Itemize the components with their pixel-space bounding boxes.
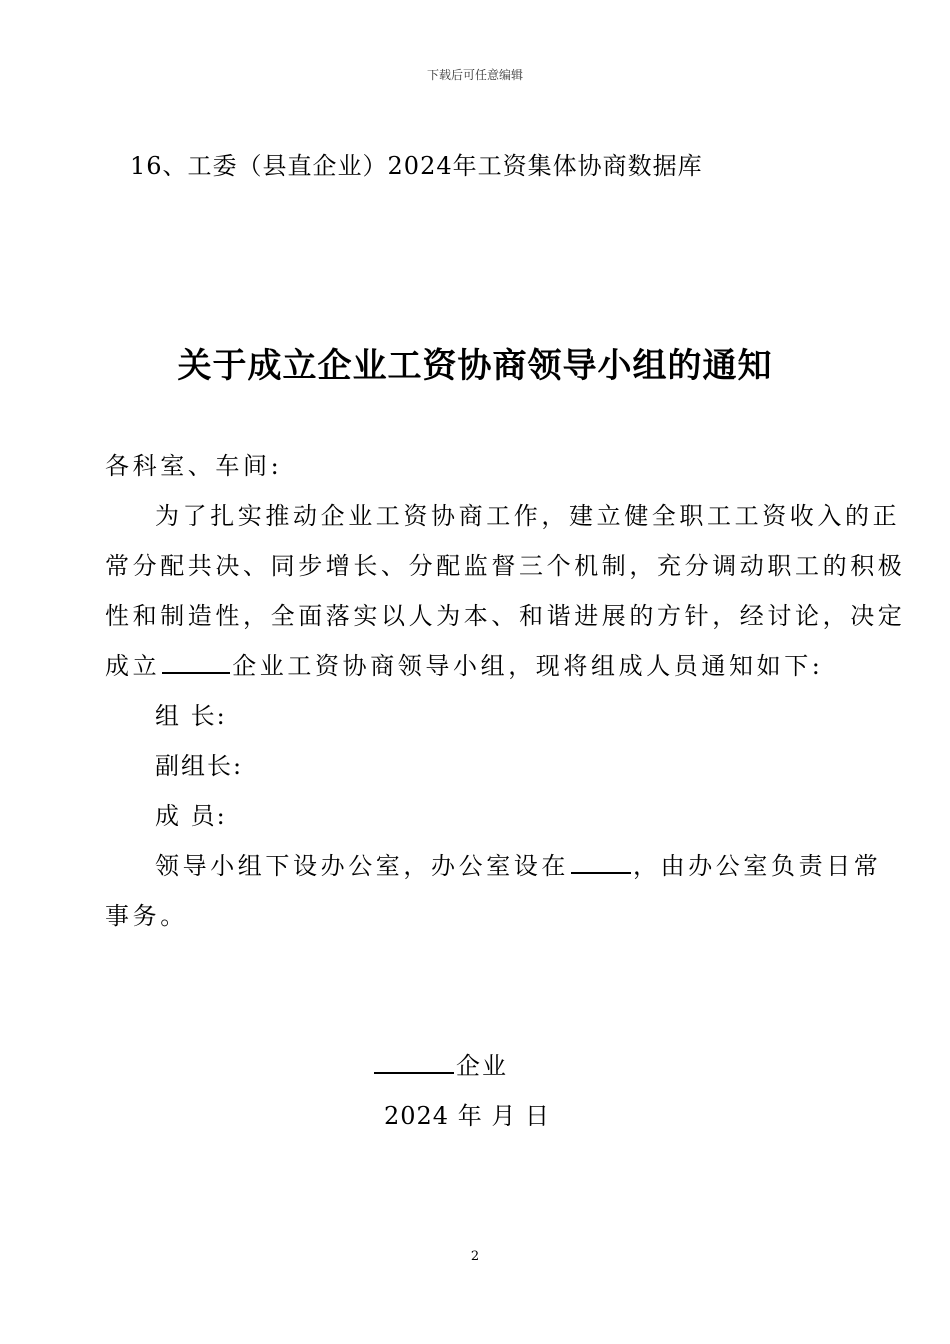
signature-company-blank	[374, 1050, 454, 1074]
office-location-blank	[571, 850, 631, 874]
paragraph1-line3: 性和制造性，全面落实以人为本、和谐进展的方针，经讨论，决定	[105, 602, 906, 630]
paragraph2-line2: 事务。	[105, 902, 188, 930]
header-note: 下载后可任意编辑	[426, 68, 523, 82]
page-number: 2	[470, 1249, 480, 1264]
salutation: 各科室、车间:	[105, 452, 283, 480]
deputy-leader-label: 副组长:	[155, 752, 244, 780]
paragraph2-line1-prefix: 领导小组下设办公室，办公室设在	[155, 852, 569, 880]
paragraph1-line4	[105, 646, 824, 681]
signature-date: 2024 年 月 日	[384, 1102, 550, 1130]
member-label: 成 员:	[155, 802, 227, 830]
document-heading: 16、工委（县直企业）2024年工资集体协商数据库	[130, 152, 703, 180]
signature-org-suffix: 企业	[456, 1052, 508, 1080]
paragraph1-line4-prefix: 成立	[105, 652, 161, 680]
notice-title: 关于成立企业工资协商领导小组的通知	[177, 346, 773, 386]
paragraph1-line4-suffix: 企业工资协商领导小组，现将组成人员通知如下:	[232, 652, 824, 680]
paragraph2-line1	[155, 846, 881, 881]
company-name-blank	[162, 650, 230, 674]
signature-org	[372, 1046, 508, 1081]
leader-label: 组 长:	[155, 702, 227, 730]
paragraph2-line1-suffix: ，由办公室负责日常	[633, 852, 882, 880]
paragraph1-line1: 为了扎实推动企业工资协商工作，建立健全职工工资收入的正	[155, 502, 901, 530]
paragraph1-line2: 常分配共决、同步增长、分配监督三个机制，充分调动职工的积极	[105, 552, 906, 580]
